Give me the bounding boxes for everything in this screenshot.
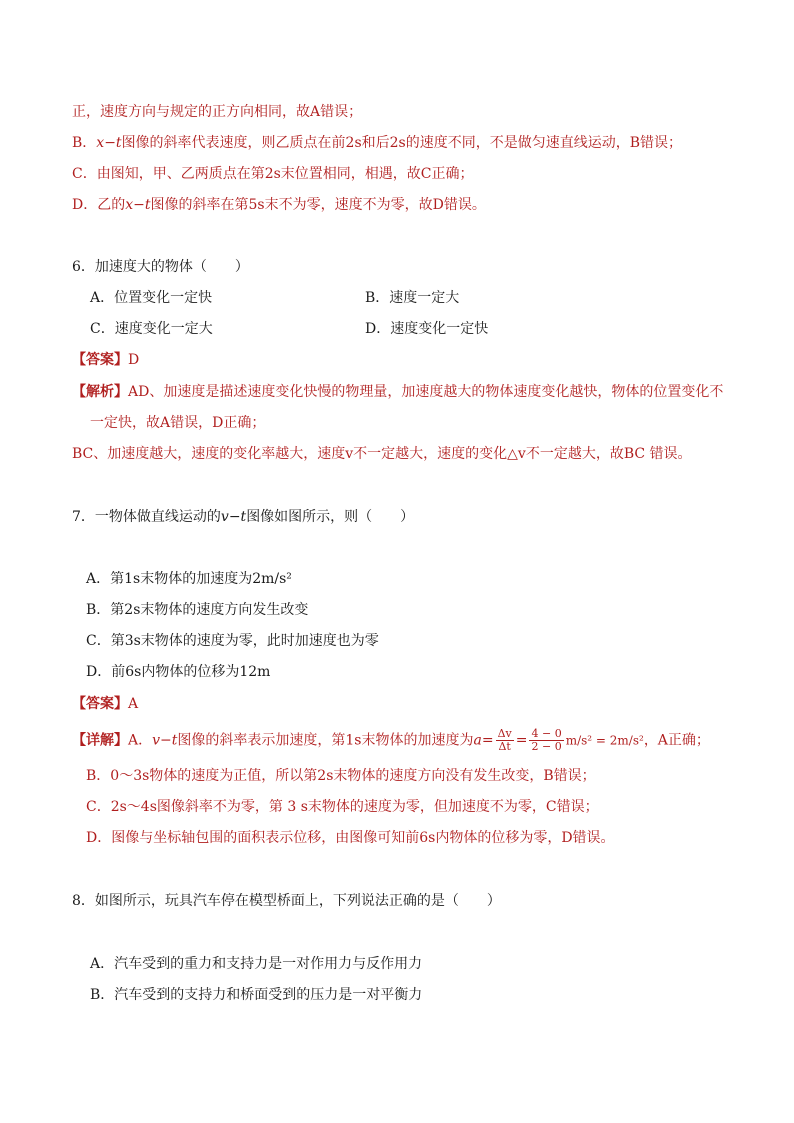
q6-option-b: B．速度一定大: [365, 290, 460, 306]
q6-analysis-line1: 【解析】AD、加速度是描述速度变化快慢的物理量，加速度越大的物体速度变化越快，物体的位置变化不: [72, 384, 724, 400]
solution-line: [72, 102, 362, 122]
math-var: v−t: [220, 509, 247, 525]
q7-option-b: B．第2s末物体的速度方向发生改变: [86, 602, 309, 618]
math-var: v−t: [152, 732, 178, 749]
q8-option-a: A．汽车受到的重力和支持力是一对作用力与反作用力: [90, 956, 423, 972]
q7-detail-c: C．2s～4s图像斜率不为零，第 3 s末物体的速度为零，但加速度不为零，C错误；: [86, 799, 599, 815]
q7-answer: [72, 694, 138, 714]
formula-a: a: [473, 732, 482, 749]
math-var: x−t: [96, 135, 122, 151]
math-var: x−t: [125, 197, 151, 213]
answer-label: 【答案】: [72, 352, 128, 368]
q6-analysis-line3: BC、加速度越大，速度的变化率越大，速度v不一定越大，速度的变化△v不一定越大，故BC 错误。: [72, 446, 692, 462]
solution-line-b: B．x−t图像的斜率代表速度，则乙质点在前2s和后2s的速度不同，不是做匀速直线运动，B错误；: [72, 135, 683, 151]
solution-line-d: D．乙的x−t图像的斜率在第5s末不为零，速度不为零，故D错误。: [72, 197, 486, 213]
detail-label: 【详解】: [72, 732, 128, 749]
q7-detail-d: D．图像与坐标轴包围的面积表示位移，由图像可知前6s内物体的位移为零，D错误。: [86, 830, 615, 846]
solution-text: 正，速度方向与规定的正方向相同，故A错误；: [72, 104, 363, 120]
q8-option-b: B．汽车受到的支持力和桥面受到的压力是一对平衡力: [90, 987, 423, 1003]
question-8-stem: 8．如图所示，玩具汽车停在模型桥面上，下列说法正确的是（ ）: [72, 893, 501, 909]
question-7-stem: 7．一物体做直线运动的v−t图像如图所示，则（ ）: [72, 509, 415, 525]
fraction-values: $\frac{4 - 0}{2 - 0}$: [531, 727, 562, 753]
analysis-label: 【解析】: [72, 384, 128, 400]
q6-option-d: D．速度变化一定快: [365, 321, 489, 337]
answer-value: A: [128, 696, 139, 712]
q7-option-c: C．第3s末物体的速度为零，此时加速度也为零: [86, 633, 379, 649]
q6-analysis-line2: 一定快，故A错误，D正确；: [90, 415, 266, 431]
q7-detail-b: B．0～3s物体的速度为正值，所以第2s末物体的速度方向没有发生改变，B错误；: [86, 768, 596, 784]
q6-option-c: C．速度变化一定大: [90, 321, 213, 337]
answer-label: 【答案】: [72, 696, 128, 712]
q7-detail-a: 【详解】A．v−t图像的斜率表示加速度，第1s末物体的加速度为a= $\frac{\Delta v}{\Delta t}$ = $\frac{4 - 0}{2 - 0}$ m/s² = 2m/s²，A正确；: [72, 727, 710, 753]
question-6-stem: 6．加速度大的物体（ ）: [72, 259, 249, 275]
q6-answer: [72, 350, 139, 370]
answer-value: D: [128, 352, 140, 368]
q7-option-d: D．前6s内物体的位移为12m: [86, 664, 271, 680]
fraction-dv-dt: $\frac{\Delta v}{\Delta t}$: [497, 727, 512, 753]
q7-option-a: A．第1s末物体的加速度为2m/s²: [86, 571, 292, 587]
q6-option-a: A．位置变化一定快: [90, 290, 213, 306]
solution-line-c: C．由图知，甲、乙两质点在第2s末位置相同，相遇，故C正确；: [72, 166, 474, 182]
